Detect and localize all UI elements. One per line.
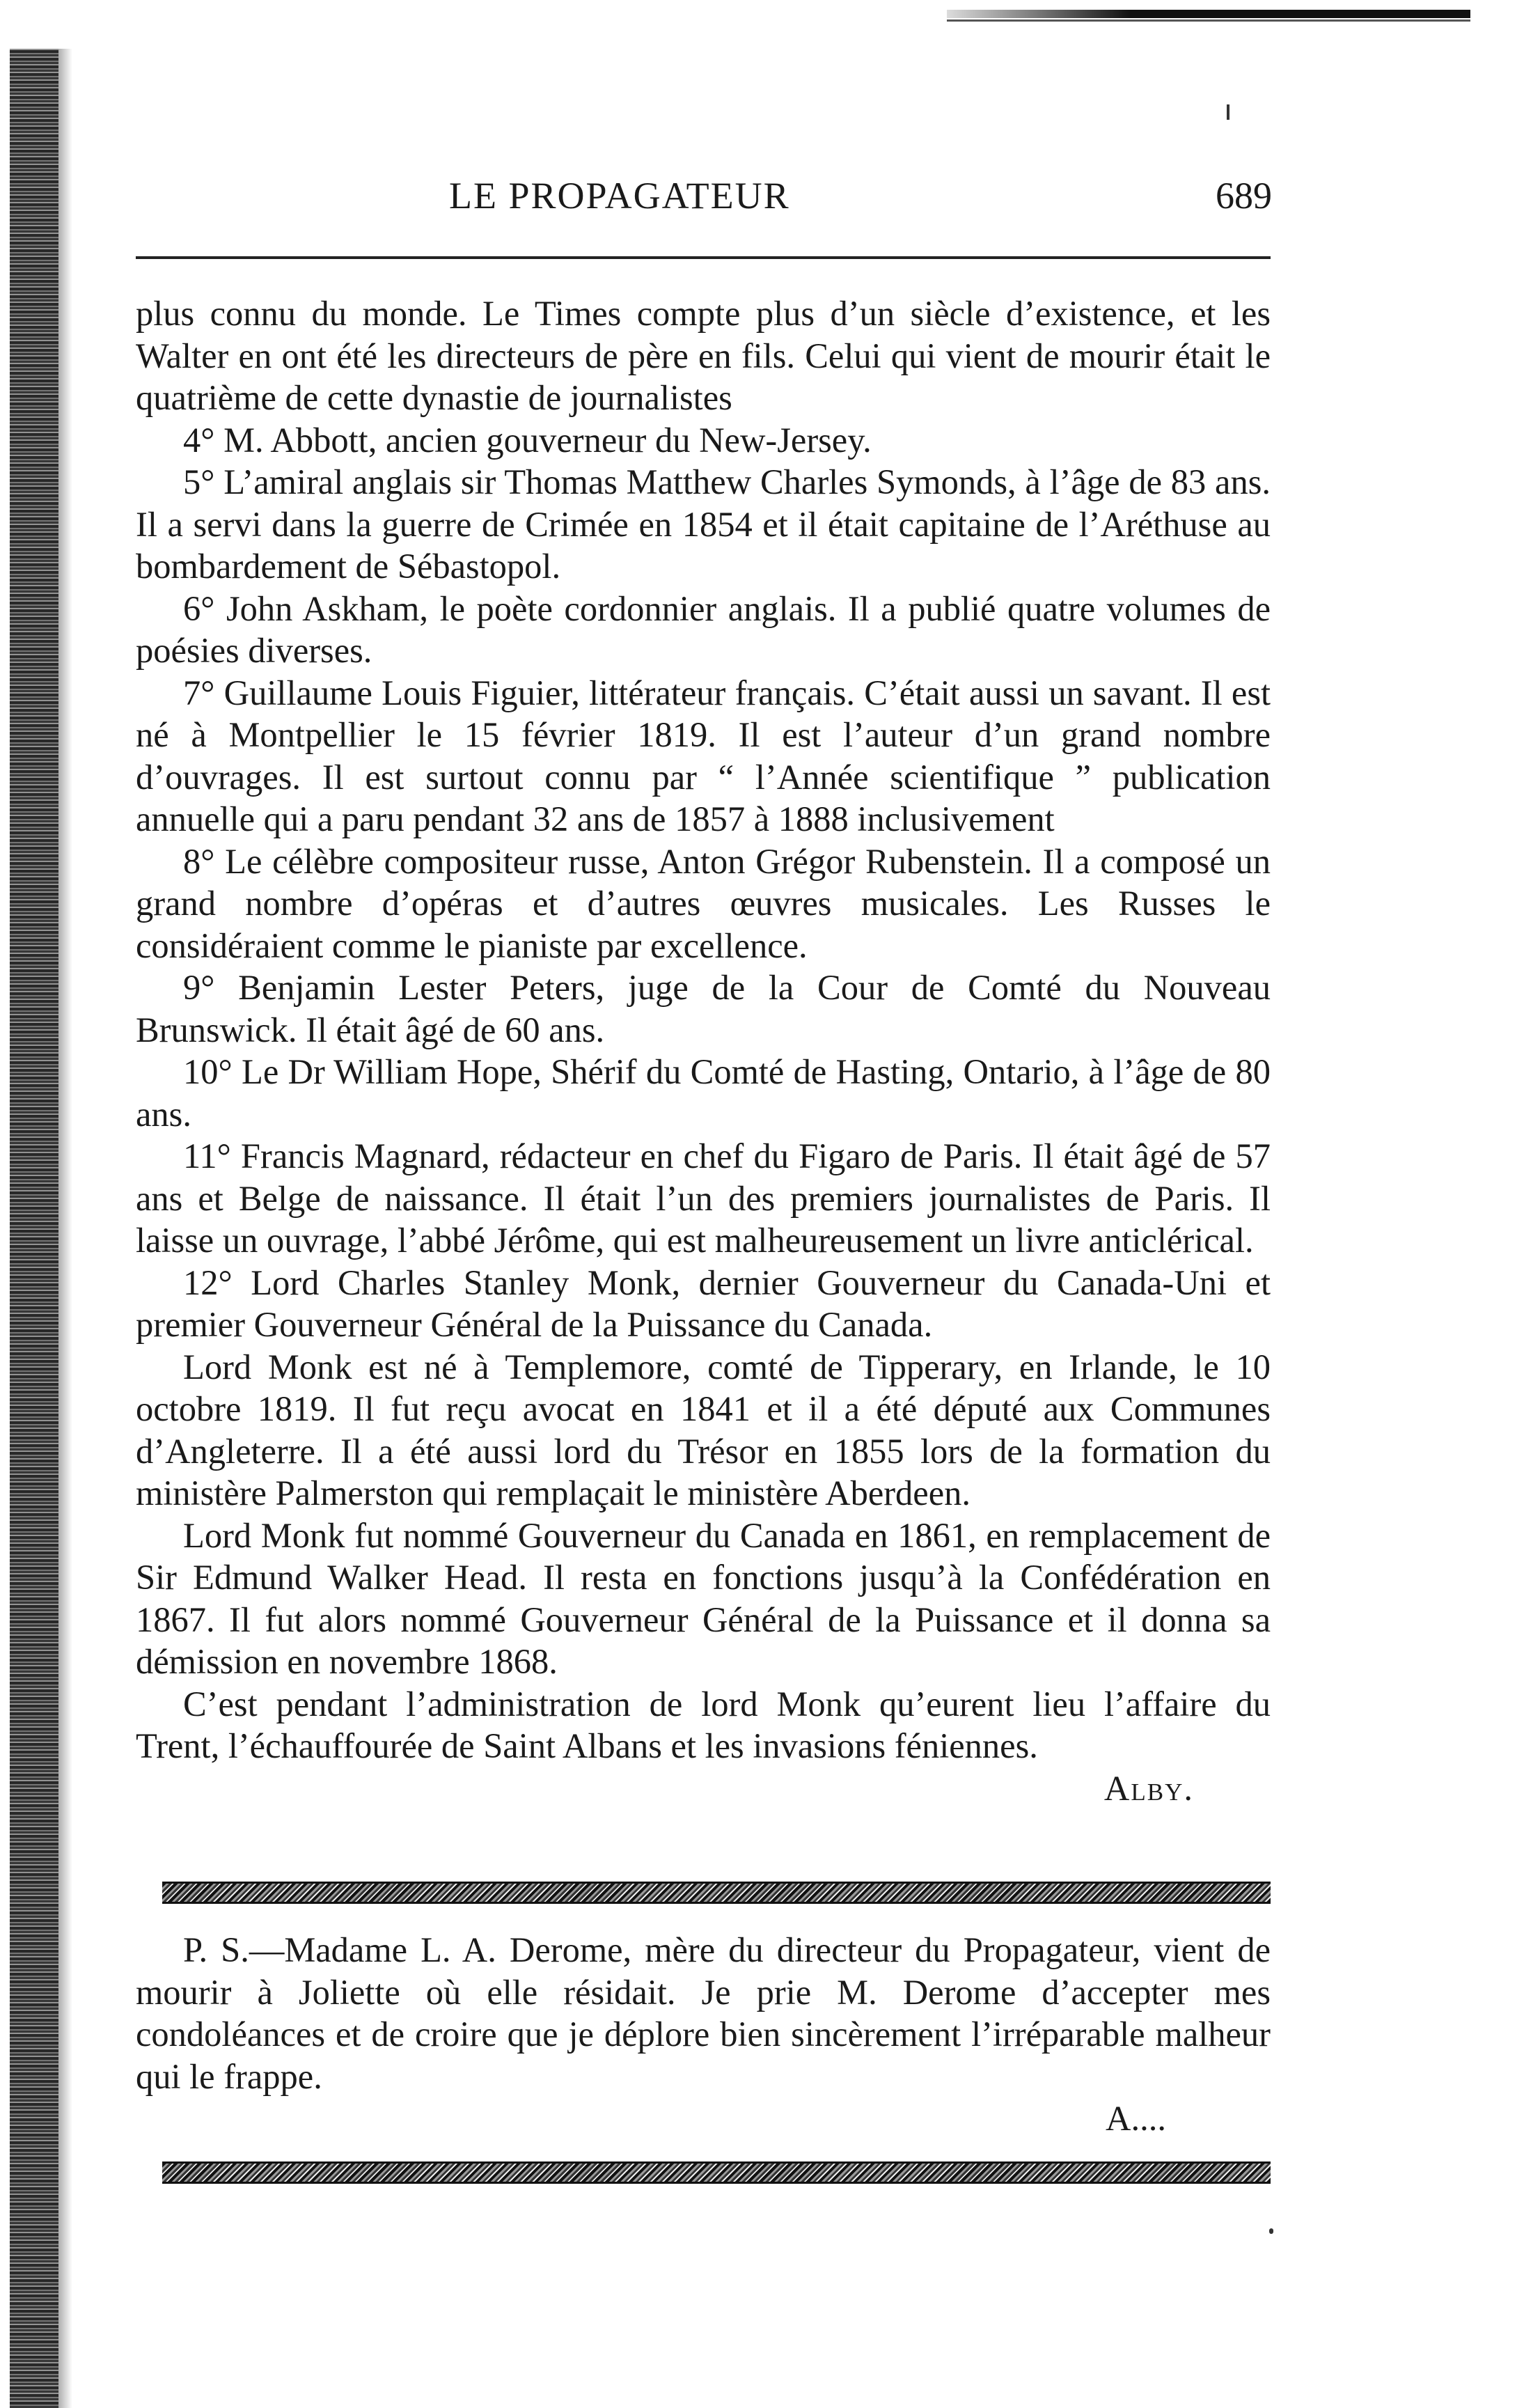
postscript — [136, 1929, 1271, 2140]
paragraph: 4° M. Abbott, ancien gouverneur du New-Jersey. — [183, 420, 872, 460]
paragraph: 5° L’amiral anglais sir Thomas Matthew Charles Symonds, à l’âge de 83 ans. Il a servi dans la guerre de Crimée en 1854 et il était capitaine de l’Aréthuse au bombardement de Sébastopol. — [136, 462, 1271, 586]
postscript-signature: A.... — [1106, 2099, 1166, 2138]
ornamental-divider — [162, 1882, 1271, 1904]
paragraph: 6° John Askham, le poète cordonnier anglais. Il a publié quatre volumes de poésies diverses. — [136, 588, 1271, 670]
book-binding-edge — [10, 49, 58, 2408]
paragraph: Lord Monk est né à Templemore, comté de Tipperary, en Irlande, le 10 octobre 1819. Il fut reçu avocat en 1841 et il a été député aux Communes d’Angleterre. Il a été aussi lord du Trésor en 1855 lors de la formation du ministère Palmerston qui remplaçait le ministère Aberdeen. — [136, 1347, 1271, 1512]
header-rule — [136, 256, 1271, 259]
page-number: 689 — [1216, 175, 1272, 217]
paragraph: 10° Le Dr William Hope, Shérif du Comté de Hasting, Ontario, à l’âge de 80 ans. — [136, 1052, 1271, 1134]
paragraph: Lord Monk fut nommé Gouverneur du Canada en 1861, en remplacement de Sir Edmund Walker Head. Il resta en fonctions jusqu’à la Confédération en 1867. Il fut alors nommé Gouverneur Général de la Puissance et il donna sa démission en novembre 1868. — [136, 1515, 1271, 1681]
paragraph: 12° Lord Charles Stanley Monk, dernier Gouverneur du Canada-Uni et premier Gouverneur Général de la Puissance du Canada. — [136, 1262, 1271, 1344]
postscript-paragraph: P. S.—Madame L. A. Derome, mère du directeur du Propagateur, vient de mourir à Joliette où elle résidait. Je prie M. Derome d’accepter mes condoléances et de croire que je déplore bien sincèrement l’irréparable malheur qui le frappe. — [136, 1930, 1271, 2096]
paragraph: 11° Francis Magnard, rédacteur en chef du Figaro de Paris. Il était âgé de 57 ans et Belge de naissance. Il était l’un des premiers journalistes de Paris. Il laisse un ouvrage, l’abbé Jérôme, qui est malheureusement un livre anticlérical. — [136, 1136, 1271, 1260]
scan-edge-rule — [947, 10, 1470, 18]
paragraph: plus connu du monde. Le Times compte plus d’un siècle d’existence, et les Walter en ont été les directeurs de père en fils. Celui qui vient de mourir était le quatrième de cette dynastie de journalistes — [136, 294, 1271, 417]
running-title: LE PROPAGATEUR — [449, 175, 790, 217]
stray-ink-dot — [1269, 2228, 1273, 2234]
scan-edge-rule-thin — [947, 19, 1470, 22]
stray-ink-mark — [1227, 104, 1229, 120]
page-header — [136, 125, 1272, 217]
paragraph: 9° Benjamin Lester Peters, juge de la Cour de Comté du Nouveau Brunswick. Il était âgé de 60 ans. — [136, 968, 1271, 1049]
article-signature: Alby. — [1103, 1768, 1194, 1808]
paragraph: 8° Le célèbre compositeur russe, Anton Grégor Rubenstein. Il a composé un grand nombre d’opéras et d’autres œuvres musicales. Les Russes le considéraient comme le pianiste par excellence. — [136, 841, 1271, 965]
book-page — [136, 125, 1272, 2138]
paragraph: C’est pendant l’administration de lord Monk qu’eurent lieu l’affaire du Trent, l’échauffourée de Saint Albans et les invasions féniennes. — [136, 1684, 1271, 1765]
ornamental-divider — [162, 2161, 1271, 2184]
paragraph: 7° Guillaume Louis Figuier, littérateur français. C’était aussi un savant. Il est né à Montpellier le 15 février 1819. Il est l’auteur d’un grand nombre d’ouvrages. Il est surtout connu par “ l’Année scientifique ” publication annuelle qui a paru pendant 32 ans de 1857 à 1888 inclusivement — [136, 673, 1271, 838]
article-body — [136, 292, 1271, 1809]
